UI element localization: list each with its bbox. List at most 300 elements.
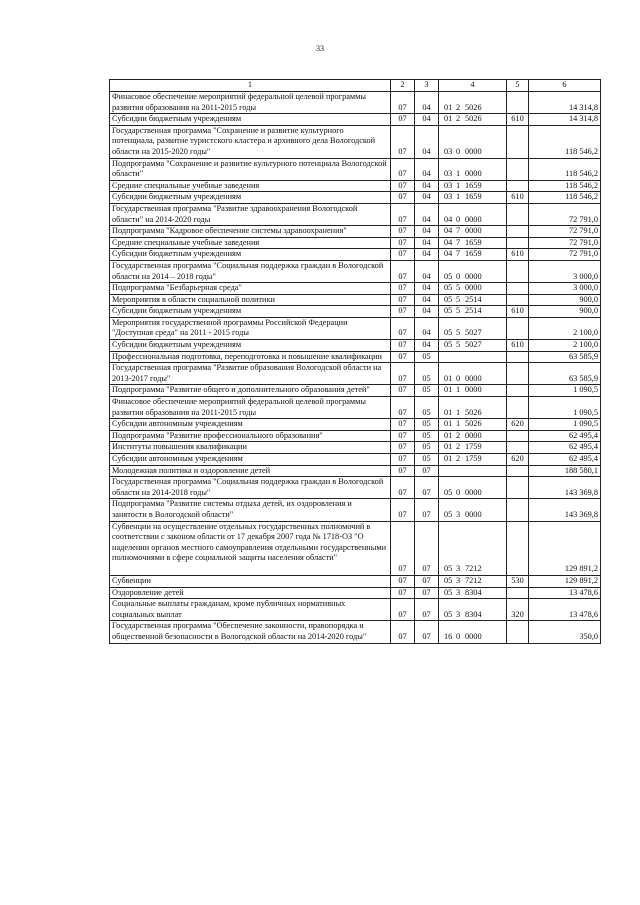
row-target-code (439, 621, 507, 643)
row-subsection-code: 04 (415, 192, 439, 204)
row-section-code: 07 (391, 599, 415, 621)
target-code-part: 0000 (465, 169, 482, 179)
row-name: Подпрограмма "Развитие системы отдыха детей, их оздоровления и занятости в Вологодской области" (110, 499, 391, 521)
row-section-code: 07 (391, 125, 415, 158)
target-code-part: 5 (456, 328, 461, 338)
target-code-part: 3 (456, 609, 461, 619)
target-code-part: 5 (456, 306, 461, 316)
row-amount: 118 546,2 (529, 158, 601, 180)
table-row (110, 351, 601, 363)
row-expense-type: 620 (507, 454, 529, 466)
table-row (110, 521, 601, 575)
target-code-part: 0000 (465, 214, 482, 224)
row-expense-type: 610 (507, 249, 529, 261)
row-expense-type: 610 (507, 340, 529, 352)
row-name: Молодежная политика и оздоровление детей (110, 465, 391, 477)
table-row (110, 621, 601, 643)
target-code-part: 03 (444, 192, 453, 202)
row-target-code (439, 92, 507, 114)
table-row (110, 249, 601, 261)
row-expense-type (507, 226, 529, 238)
target-code-part: 7212 (465, 575, 482, 585)
row-subsection-code: 07 (415, 599, 439, 621)
row-amount: 2 100,0 (529, 317, 601, 339)
target-code-part: 1 (456, 419, 461, 429)
target-code-part: 01 (444, 419, 453, 429)
table-row (110, 114, 601, 126)
row-subsection-code: 07 (415, 575, 439, 587)
target-code-part: 0000 (465, 146, 482, 156)
row-expense-type: 320 (507, 599, 529, 621)
row-subsection-code: 05 (415, 397, 439, 419)
row-section-code: 07 (391, 465, 415, 477)
row-subsection-code: 04 (415, 125, 439, 158)
target-code-part: 2514 (465, 294, 482, 304)
target-code-part: 05 (444, 564, 453, 574)
row-amount: 72 791,0 (529, 226, 601, 238)
row-expense-type (507, 317, 529, 339)
target-code-part: 5026 (465, 102, 482, 112)
row-subsection-code: 07 (415, 587, 439, 599)
row-amount: 118 546,2 (529, 125, 601, 158)
row-target-code (439, 385, 507, 397)
target-code-part: 3 (456, 575, 461, 585)
row-target-code (439, 306, 507, 318)
target-code-part: 5027 (465, 340, 482, 350)
row-amount: 14 314,8 (529, 114, 601, 126)
row-expense-type (507, 92, 529, 114)
row-amount: 72 791,0 (529, 237, 601, 249)
target-code-part: 3 (456, 509, 461, 519)
target-code-part: 05 (444, 587, 453, 597)
target-code-part: 04 (444, 249, 453, 259)
row-name: Субсидии автономным учреждениям (110, 454, 391, 466)
table-row (110, 203, 601, 225)
target-code-part: 01 (444, 373, 453, 383)
row-amount: 13 478,6 (529, 587, 601, 599)
row-amount: 143 369,8 (529, 477, 601, 499)
target-code-part: 2 (456, 102, 461, 112)
target-code-part: 05 (444, 509, 453, 519)
target-code-part: 05 (444, 294, 453, 304)
row-target-code (439, 226, 507, 238)
table-row (110, 283, 601, 295)
row-target-code (439, 317, 507, 339)
target-code-part: 7 (456, 249, 461, 259)
table-row (110, 317, 601, 339)
row-subsection-code: 04 (415, 158, 439, 180)
row-subsection-code: 04 (415, 283, 439, 295)
row-expense-type (507, 397, 529, 419)
row-name: Государственная программа "Сохранение и развитие культурного потенциала, развитие туристского кластера и архивного дела Вологодской области на 2015-2020 годы" (110, 125, 391, 158)
row-name: Подпрограмма "Развитие профессионального образования" (110, 430, 391, 442)
row-target-code (439, 397, 507, 419)
target-code-part: 05 (444, 306, 453, 316)
row-subsection-code: 05 (415, 454, 439, 466)
target-code-part: 5026 (465, 407, 482, 417)
row-expense-type (507, 430, 529, 442)
row-expense-type (507, 587, 529, 599)
row-target-code (439, 442, 507, 454)
table-row (110, 499, 601, 521)
row-target-code (439, 114, 507, 126)
row-name: Субсидии автономным учреждениям (110, 419, 391, 431)
row-name: Социальные выплаты гражданам, кроме публичных нормативных социальных выплат (110, 599, 391, 621)
target-code-part: 7212 (465, 564, 482, 574)
table-row (110, 306, 601, 318)
target-code-part: 1759 (465, 454, 482, 463)
table-row (110, 260, 601, 282)
target-code-part: 1 (456, 385, 461, 395)
row-amount: 1 090,5 (529, 419, 601, 431)
row-section-code: 07 (391, 226, 415, 238)
row-expense-type: 620 (507, 419, 529, 431)
target-code-part: 5 (456, 294, 461, 304)
row-section-code: 07 (391, 317, 415, 339)
target-code-part: 0000 (465, 487, 482, 497)
table-row (110, 363, 601, 385)
row-name: Подпрограмма "Сохранение и развитие культурного потенциала Вологодской области" (110, 158, 391, 180)
row-amount: 350,0 (529, 621, 601, 643)
row-section-code: 07 (391, 351, 415, 363)
target-code-part: 1659 (465, 237, 482, 247)
row-amount: 900,0 (529, 294, 601, 306)
table-row (110, 92, 601, 114)
table-row (110, 125, 601, 158)
row-amount: 62 495,4 (529, 454, 601, 466)
row-expense-type (507, 465, 529, 477)
row-expense-type (507, 363, 529, 385)
row-expense-type (507, 442, 529, 454)
row-amount: 72 791,0 (529, 203, 601, 225)
row-expense-type: 610 (507, 192, 529, 204)
row-amount: 63 585,9 (529, 351, 601, 363)
row-amount: 188 580,1 (529, 465, 601, 477)
table-row (110, 294, 601, 306)
row-target-code (439, 499, 507, 521)
row-expense-type (507, 521, 529, 575)
column-header: 1 (110, 80, 391, 92)
target-code-part: 0000 (465, 271, 482, 281)
column-header: 2 (391, 80, 415, 92)
row-subsection-code: 04 (415, 92, 439, 114)
target-code-part: 04 (444, 237, 453, 247)
row-name: Субвенции (110, 575, 391, 587)
row-section-code: 07 (391, 237, 415, 249)
row-section-code: 07 (391, 430, 415, 442)
row-section-code: 07 (391, 454, 415, 466)
row-amount: 62 495,4 (529, 430, 601, 442)
table-row (110, 192, 601, 204)
row-name: Мероприятия в области социальной политики (110, 294, 391, 306)
target-code-part: 1659 (465, 192, 482, 202)
row-section-code: 07 (391, 203, 415, 225)
target-code-part: 03 (444, 180, 453, 190)
row-section-code: 07 (391, 385, 415, 397)
row-target-code (439, 192, 507, 204)
target-code-part: 0 (456, 373, 461, 383)
row-target-code (439, 587, 507, 599)
table-row (110, 465, 601, 477)
table-row (110, 575, 601, 587)
row-amount: 62 495,4 (529, 442, 601, 454)
target-code-part: 8304 (465, 587, 482, 597)
target-code-part: 1 (456, 180, 461, 190)
target-code-part: 03 (444, 169, 453, 179)
target-code-part: 05 (444, 609, 453, 619)
target-code-part: 0000 (465, 385, 482, 395)
row-subsection-code: 05 (415, 430, 439, 442)
row-section-code: 07 (391, 419, 415, 431)
table-row (110, 340, 601, 352)
table-row (110, 397, 601, 419)
row-section-code: 07 (391, 158, 415, 180)
row-subsection-code: 07 (415, 521, 439, 575)
row-target-code (439, 599, 507, 621)
target-code-part: 0 (456, 631, 461, 641)
row-subsection-code: 04 (415, 317, 439, 339)
row-target-code (439, 351, 507, 363)
row-section-code: 07 (391, 499, 415, 521)
table-row (110, 226, 601, 238)
row-subsection-code: 07 (415, 477, 439, 499)
row-amount: 129 891,2 (529, 575, 601, 587)
row-target-code (439, 237, 507, 249)
row-subsection-code: 04 (415, 180, 439, 192)
target-code-part: 2 (456, 454, 461, 463)
row-name: Государственная программа "Социальная поддержка граждан в Вологодской области на 2014 – 2018 годы" (110, 260, 391, 282)
row-name: Мероприятия государственной программы Российской Федерации "Доступная среда" на 2011 - 2015 годы (110, 317, 391, 339)
row-section-code: 07 (391, 587, 415, 599)
row-name: Финасовое обеспечение мероприятий федеральной целевой программы развития образования на 2011-2015 годы (110, 397, 391, 419)
row-amount: 118 546,2 (529, 180, 601, 192)
row-target-code (439, 158, 507, 180)
row-section-code: 07 (391, 92, 415, 114)
row-subsection-code: 05 (415, 419, 439, 431)
row-subsection-code: 07 (415, 465, 439, 477)
target-code-part: 1759 (465, 442, 482, 452)
row-subsection-code: 05 (415, 385, 439, 397)
row-target-code (439, 477, 507, 499)
row-amount: 1 090,5 (529, 397, 601, 419)
target-code-part: 2 (456, 430, 461, 440)
target-code-part: 0 (456, 214, 461, 224)
row-subsection-code: 07 (415, 621, 439, 643)
row-expense-type (507, 385, 529, 397)
row-name: Субсидии бюджетным учреждениям (110, 306, 391, 318)
table-row (110, 180, 601, 192)
row-section-code: 07 (391, 621, 415, 643)
row-expense-type: 610 (507, 114, 529, 126)
target-code-part: 01 (444, 114, 453, 124)
row-section-code: 07 (391, 363, 415, 385)
target-code-part: 03 (444, 146, 453, 156)
budget-table (109, 79, 601, 644)
row-subsection-code: 07 (415, 499, 439, 521)
row-name: Подпрограмма "Безбарьерная среда" (110, 283, 391, 295)
table-row (110, 587, 601, 599)
table-row (110, 419, 601, 431)
target-code-part: 01 (444, 407, 453, 417)
row-expense-type (507, 158, 529, 180)
target-code-part: 7 (456, 226, 461, 236)
row-target-code (439, 180, 507, 192)
row-expense-type (507, 283, 529, 295)
table-row (110, 158, 601, 180)
table-row (110, 599, 601, 621)
row-amount: 14 314,8 (529, 92, 601, 114)
target-code-part: 1659 (465, 249, 482, 259)
row-section-code: 07 (391, 521, 415, 575)
target-code-part: 1659 (465, 180, 482, 190)
row-amount: 1 090,5 (529, 385, 601, 397)
row-subsection-code: 04 (415, 260, 439, 282)
row-amount: 118 546,2 (529, 192, 601, 204)
row-amount: 3 000,0 (529, 260, 601, 282)
page-number: 33 (316, 44, 324, 53)
row-expense-type (507, 125, 529, 158)
row-subsection-code: 05 (415, 351, 439, 363)
row-section-code: 07 (391, 114, 415, 126)
row-subsection-code: 04 (415, 237, 439, 249)
target-code-part: 5027 (465, 328, 482, 338)
row-subsection-code: 04 (415, 226, 439, 238)
row-section-code: 07 (391, 340, 415, 352)
row-target-code (439, 521, 507, 575)
row-subsection-code: 05 (415, 442, 439, 454)
row-expense-type: 530 (507, 575, 529, 587)
column-header: 4 (439, 80, 507, 92)
row-amount: 129 891,2 (529, 521, 601, 575)
target-code-part: 2514 (465, 306, 482, 316)
row-section-code: 07 (391, 260, 415, 282)
target-code-part: 3 (456, 564, 461, 574)
target-code-part: 05 (444, 271, 453, 281)
row-target-code (439, 125, 507, 158)
row-target-code (439, 340, 507, 352)
row-expense-type (507, 203, 529, 225)
row-expense-type: 610 (507, 306, 529, 318)
target-code-part: 0000 (465, 226, 482, 236)
target-code-part: 8304 (465, 609, 482, 619)
row-name: Профессиональная подготовка, переподготовка и повышение квалификации (110, 351, 391, 363)
row-section-code: 07 (391, 294, 415, 306)
target-code-part: 5026 (465, 419, 482, 429)
row-section-code: 07 (391, 477, 415, 499)
column-header: 5 (507, 80, 529, 92)
table-header-row (110, 80, 601, 92)
column-header: 3 (415, 80, 439, 92)
target-code-part: 01 (444, 442, 453, 452)
target-code-part: 0 (456, 146, 461, 156)
target-code-part: 01 (444, 385, 453, 395)
row-section-code: 07 (391, 397, 415, 419)
row-target-code (439, 454, 507, 466)
row-expense-type (507, 180, 529, 192)
target-code-part: 2 (456, 442, 461, 452)
target-code-part: 7 (456, 237, 461, 247)
target-code-part: 16 (444, 631, 453, 641)
row-section-code: 07 (391, 575, 415, 587)
target-code-part: 0000 (465, 509, 482, 519)
target-code-part: 05 (444, 340, 453, 350)
target-code-part: 01 (444, 430, 453, 440)
table-row (110, 477, 601, 499)
row-name: Государственная программа "Развитие здравоохранения Вологодской области" на 2014-2020 годы (110, 203, 391, 225)
row-expense-type (507, 260, 529, 282)
row-expense-type (507, 621, 529, 643)
table-row (110, 430, 601, 442)
row-subsection-code: 04 (415, 306, 439, 318)
row-amount: 3 000,0 (529, 283, 601, 295)
target-code-part: 1 (456, 407, 461, 417)
row-name: Субсидии бюджетным учреждениям (110, 340, 391, 352)
target-code-part: 0 (456, 487, 461, 497)
table-row (110, 442, 601, 454)
row-name: Субсидии бюджетным учреждениям (110, 249, 391, 261)
row-target-code (439, 575, 507, 587)
target-code-part: 5 (456, 340, 461, 350)
row-section-code: 07 (391, 249, 415, 261)
row-section-code: 07 (391, 283, 415, 295)
row-name: Государственная программа "Развитие образования Вологодской области на 2013-2017 годы" (110, 363, 391, 385)
row-expense-type (507, 351, 529, 363)
row-amount: 72 791,0 (529, 249, 601, 261)
target-code-part: 05 (444, 575, 453, 585)
target-code-part: 2 (456, 114, 461, 124)
row-name: Институты повышения квалификации (110, 442, 391, 454)
row-name: Подпрограмма "Развитие общего и дополнительного образования детей" (110, 385, 391, 397)
target-code-part: 1 (456, 192, 461, 202)
row-subsection-code: 04 (415, 203, 439, 225)
target-code-part: 0000 (465, 631, 482, 641)
row-target-code (439, 419, 507, 431)
row-target-code (439, 203, 507, 225)
row-name: Средние специальные учебные заведения (110, 237, 391, 249)
target-code-part: 0 (456, 271, 461, 281)
row-subsection-code: 04 (415, 114, 439, 126)
target-code-part: 05 (444, 328, 453, 338)
row-section-code: 07 (391, 192, 415, 204)
target-code-part: 05 (444, 283, 453, 293)
row-name: Подпрограмма "Кадровое обеспечение системы здравоохранения" (110, 226, 391, 238)
row-expense-type (507, 237, 529, 249)
target-code-part: 0000 (465, 283, 482, 293)
row-amount: 13 478,6 (529, 599, 601, 621)
row-subsection-code: 04 (415, 249, 439, 261)
column-header: 6 (529, 80, 601, 92)
target-code-part: 0000 (465, 373, 482, 383)
row-name: Государственная программа "Социальная поддержка граждан в Вологодской области на 2014-2018 годы" (110, 477, 391, 499)
target-code-part: 5 (456, 283, 461, 293)
row-target-code (439, 294, 507, 306)
row-target-code (439, 260, 507, 282)
row-name: Средние специальные учебные заведения (110, 180, 391, 192)
target-code-part: 01 (444, 454, 453, 463)
row-name: Финасовое обеспечение мероприятий федеральной целевой программы развития образования на 2011-2015 годы (110, 92, 391, 114)
row-target-code (439, 363, 507, 385)
row-section-code: 07 (391, 180, 415, 192)
target-code-part: 0000 (465, 430, 482, 440)
target-code-part: 3 (456, 587, 461, 597)
row-target-code (439, 249, 507, 261)
row-target-code (439, 430, 507, 442)
row-amount: 2 100,0 (529, 340, 601, 352)
target-code-part: 04 (444, 226, 453, 236)
row-target-code (439, 283, 507, 295)
row-amount: 143 369,8 (529, 499, 601, 521)
row-subsection-code: 04 (415, 294, 439, 306)
